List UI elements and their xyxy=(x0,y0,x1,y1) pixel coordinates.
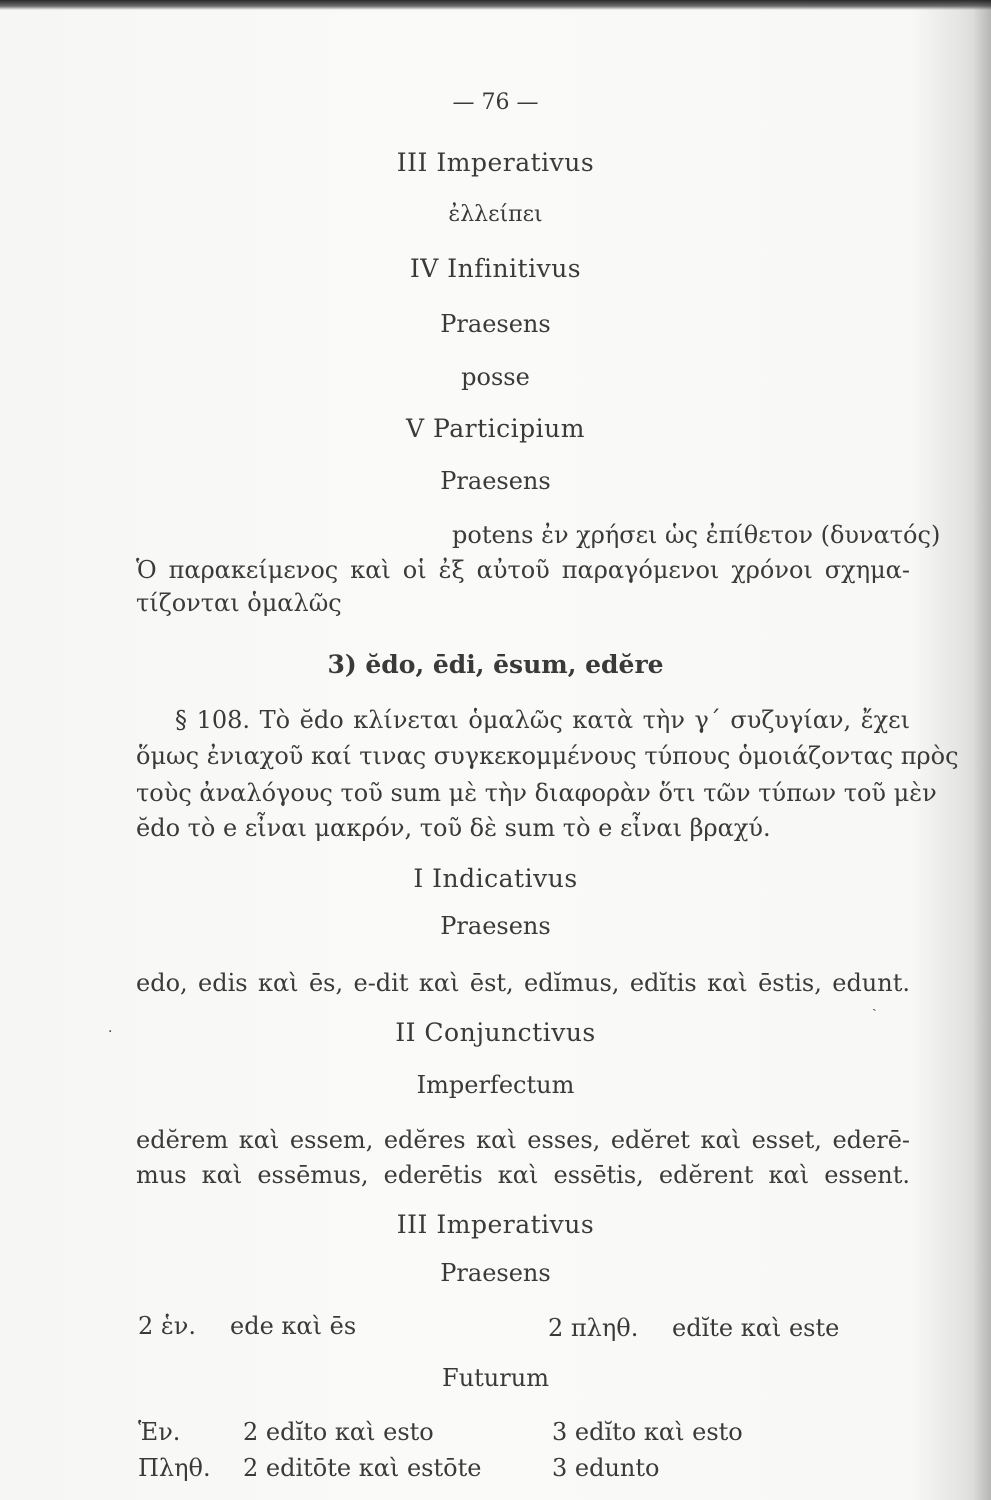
fut-pl-2: 2 editōte καὶ estōte xyxy=(243,1454,482,1482)
verb-heading: 3) ĕdo, ēdi, ēsum, edĕre xyxy=(327,650,664,679)
participium-tense: Praesens xyxy=(440,467,551,495)
participium-heading: V Participium xyxy=(406,414,585,443)
conjunctivus-line-2: mus καὶ essēmus, ederētis καὶ essētis, edĕrent καὶ essent. xyxy=(136,1161,910,1189)
imperativus-heading: III Imperativus xyxy=(396,148,595,177)
fut-pl-label: Πληθ. xyxy=(138,1454,211,1482)
imp-sg-label: 2 ἑν. xyxy=(138,1312,196,1340)
infinitivus-form: posse xyxy=(461,363,530,391)
paragraph-108-line-2: ὅμως ἐνιαχοῦ καί τινας συγκεκομμένους τύπους ὁμοιάζοντας πρὸς xyxy=(136,742,959,770)
imperativus2-futurum: Futurum xyxy=(442,1364,549,1392)
ink-mark: ˏ xyxy=(872,996,877,1012)
infinitivus-heading: IV Infinitivus xyxy=(409,254,582,283)
fut-sg-3: 3 edĭto καὶ esto xyxy=(552,1418,743,1446)
fut-sg-2: 2 edĭto καὶ esto xyxy=(243,1418,434,1446)
indicativus-tense: Praesens xyxy=(440,912,551,940)
ink-dot: · xyxy=(108,1024,113,1040)
note-line-2: τίζονται ὁμαλῶς xyxy=(136,589,342,617)
page-number: — 76 — xyxy=(452,90,539,115)
paragraph-108-line-1: § 108. Τὸ ĕdo κλίνεται ὁμαλῶς κατὰ τὴν γ΄ συζυγίαν, ἔχει xyxy=(175,706,910,734)
paragraph-108-line-4: ĕdo τὸ e εἶναι μακρόν, τοῦ δὲ sum τὸ e εἶναι βραχύ. xyxy=(136,814,771,842)
imp-sg-form: ede καὶ ēs xyxy=(230,1312,357,1340)
indicativus-heading: I Indicativus xyxy=(413,864,578,893)
paragraph-108-line-3: τοὺς ἀναλόγους τοῦ sum μὲ τὴν διαφορὰν ὅτι τῶν τύπων τοῦ μὲν xyxy=(136,779,937,807)
imperativus-form: ἐλλείπει xyxy=(448,202,543,227)
indicativus-forms: edo, edis καὶ ēs, e-dit καὶ ēst, edĭmus, edĭtis καὶ ēstis, edunt. xyxy=(136,969,910,997)
participium-line: potens ἐν χρήσει ὡς ἐπίθετον (δυνατός) xyxy=(452,521,941,549)
imp-pl-form: edĭte καὶ este xyxy=(672,1314,840,1342)
fut-sg-label: Ἑν. xyxy=(138,1418,181,1446)
conjunctivus-line-1: edĕrem καὶ essem, edĕres καὶ esses, edĕret καὶ esset, ederē- xyxy=(136,1126,910,1154)
infinitivus-tense: Praesens xyxy=(440,310,551,338)
imp-pl-label: 2 πληθ. xyxy=(548,1314,639,1342)
imperativus2-heading: III Imperativus xyxy=(396,1210,595,1239)
imperativus2-praesens: Praesens xyxy=(440,1259,551,1287)
note-line-1: Ὁ παρακείμενος καὶ οἱ ἐξ αὐτοῦ παραγόμενοι χρόνοι σχημα- xyxy=(136,556,910,584)
fut-pl-3: 3 edunto xyxy=(552,1454,660,1482)
scan-top-edge xyxy=(0,0,991,10)
conjunctivus-tense: Imperfectum xyxy=(416,1071,575,1099)
conjunctivus-heading: II Conjunctivus xyxy=(395,1018,596,1047)
